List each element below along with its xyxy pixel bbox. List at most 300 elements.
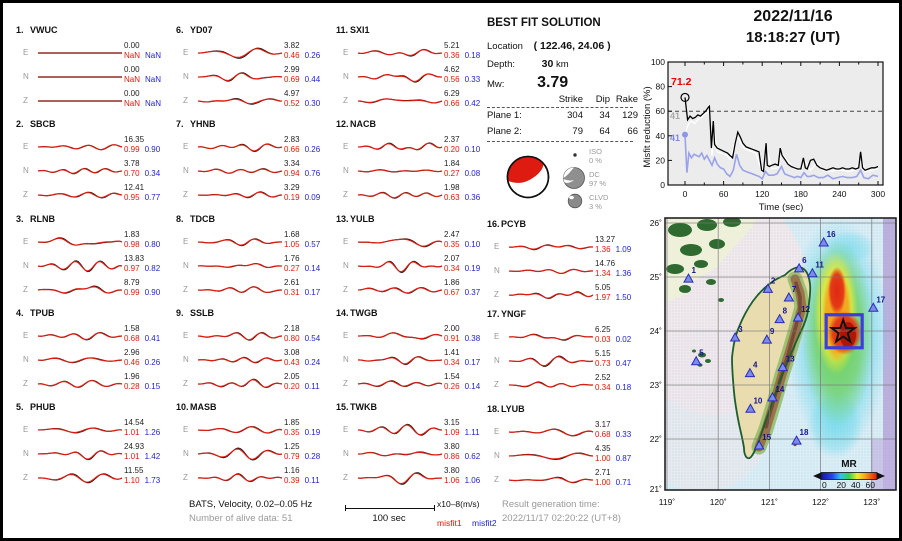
waveform-plot [196, 41, 284, 65]
station-header [176, 214, 334, 224]
lat-label: 24˚ [649, 326, 662, 336]
waveform-row-E [16, 135, 174, 159]
waveform-row-Z [336, 466, 494, 490]
misfit2-value: 0.71 [615, 478, 632, 487]
station-map-number: 1 [691, 266, 696, 276]
component-label: N [183, 166, 189, 175]
station-number: 6. [176, 25, 184, 35]
station-header [336, 402, 494, 412]
misfit1-value: 1.10 [124, 476, 140, 485]
misfit1-value: 0.66 [444, 99, 460, 108]
station-name: YULB [350, 214, 375, 224]
amplitude-value: 2.52 [595, 373, 611, 382]
station-header [16, 25, 174, 35]
row-values [284, 159, 334, 179]
misfit1-value: 0.26 [444, 382, 460, 391]
component-label: N [183, 355, 189, 364]
y-tick-label: 0 [660, 180, 665, 190]
row-values [284, 466, 334, 486]
col-rake: Rake [615, 94, 638, 105]
waveform-plot [196, 135, 284, 159]
waveform-row-N [336, 348, 494, 372]
waveform-plot [36, 230, 124, 254]
waveform-row-N [16, 159, 174, 183]
station-panel-YNGF [487, 309, 645, 397]
component-label: Z [343, 379, 348, 388]
row-values [124, 230, 174, 250]
lon-label: 120˚ [709, 497, 727, 507]
station-panel-PCYB [487, 219, 645, 307]
amplitude-value: 1.84 [444, 159, 460, 168]
amplitude-value: 2.37 [444, 135, 460, 144]
misfit2-value: 0.24 [304, 358, 321, 367]
station-panel-TWKB [336, 402, 494, 490]
row-values [124, 135, 174, 155]
waveform-plot [507, 468, 595, 492]
station-name: LYUB [501, 404, 525, 414]
location-value: ( 122.46, 24.06 ) [533, 40, 611, 52]
component-label: Z [183, 379, 188, 388]
station-panel-TWGB [336, 308, 494, 396]
station-header [16, 214, 174, 224]
misfit2-value: NaN [145, 75, 162, 84]
misfit2-value: 0.26 [304, 51, 321, 60]
table-divider-bottom [487, 141, 633, 142]
component-label: E [23, 425, 29, 434]
station-map-number: 4 [752, 360, 758, 370]
waveform-row-Z [16, 466, 174, 490]
waveform-row-E [336, 41, 494, 65]
misfit1-value: 0.94 [284, 169, 300, 178]
row-values [595, 349, 645, 369]
col-strike: Strike [558, 94, 583, 105]
waveform-row-Z [176, 183, 334, 207]
row-values [284, 324, 334, 344]
amplitude-value: 5.21 [444, 41, 460, 50]
waveform-row-Z [176, 278, 334, 302]
component-label: N [494, 356, 500, 365]
row-values [284, 135, 334, 155]
lon-label: 121˚ [760, 497, 778, 507]
row-values [284, 278, 334, 298]
station-header [16, 402, 174, 412]
waveform-plot [356, 442, 444, 466]
location-row [487, 40, 611, 52]
waveform-row-Z [336, 89, 494, 113]
station-name: PCYB [501, 219, 527, 229]
plane1-label: Plane 1: [487, 110, 522, 121]
row-values [595, 283, 645, 303]
best-value-annotation: 71.2 [671, 76, 692, 88]
row-values [124, 348, 174, 368]
amplitude-value: 1.25 [284, 442, 300, 451]
clvd-label-block [589, 194, 608, 211]
waveform-plot [196, 89, 284, 113]
location-label: Location [487, 41, 523, 52]
amplitude-value: 2.07 [444, 254, 460, 263]
colorbar-tick: 0 [822, 480, 827, 490]
row-values [444, 183, 494, 203]
waveform-row-E [176, 135, 334, 159]
misfit1-value: 0.80 [284, 334, 300, 343]
misfit2-value: 0.11 [304, 476, 320, 485]
amplitude-value: 1.85 [284, 418, 300, 427]
station-name: SBCB [30, 119, 56, 129]
scalebar-label: 100 sec [372, 513, 406, 524]
depth-label: Depth: [487, 59, 515, 70]
waveform-row-Z [336, 278, 494, 302]
station-name: TDCB [190, 214, 215, 224]
best-fit-title: BEST FIT SOLUTION [487, 17, 601, 29]
misfit2-value: 0.87 [615, 454, 632, 463]
station-name: TWKB [350, 402, 377, 412]
dc-label-block [589, 171, 606, 188]
misfit2-value: 0.18 [615, 383, 632, 392]
misfit2-value: 0.10 [464, 145, 481, 154]
waveform-plot [36, 135, 124, 159]
misfit-legend [437, 513, 497, 531]
station-header [487, 219, 645, 229]
misfit1-value: 0.46 [284, 51, 300, 60]
component-label: Z [183, 473, 188, 482]
waveform-row-E [336, 135, 494, 159]
col-dip: Dip [595, 94, 610, 105]
station-name: TWGB [350, 308, 378, 318]
row-values [595, 235, 645, 255]
station-map-number: 10 [753, 396, 763, 406]
x-axis-label: Time (sec) [758, 202, 804, 213]
row-values [284, 230, 334, 250]
misfit2-value: NaN [145, 99, 162, 108]
misfit2-value: 0.02 [615, 335, 632, 344]
misfit2-value: 0.47 [615, 359, 632, 368]
misfit2-value: 0.14 [304, 264, 321, 273]
station-name: YNGF [501, 309, 527, 319]
misfit1-value: 0.27 [284, 264, 300, 273]
y-tick-label: 80 [655, 81, 665, 92]
colorbar-tick: 20 [836, 480, 846, 490]
component-label: N [183, 449, 189, 458]
misfit2-value: 0.30 [304, 99, 321, 108]
row-values [444, 135, 494, 155]
misfit2-value: 0.15 [144, 382, 161, 391]
station-map-number: 6 [802, 255, 807, 265]
waveform-plot [507, 259, 595, 283]
amplitude-value: 2.05 [284, 372, 300, 381]
misfit2-value: 0.90 [144, 145, 161, 154]
event-time: 18:18:27 (UT) [745, 29, 841, 46]
misfit1-value: 1.00 [595, 478, 611, 487]
row-values [124, 89, 174, 109]
misfit1-value: 0.66 [284, 145, 300, 154]
component-label: Z [23, 473, 28, 482]
misfit2-value: 1.09 [615, 245, 632, 254]
amplitude-value: 3.29 [284, 183, 300, 192]
misfit2-value: 0.38 [464, 334, 481, 343]
waveform-row-E [16, 418, 174, 442]
waveform-plot [356, 324, 444, 348]
station-panel-YULB [336, 214, 494, 302]
misfit2-value: 0.26 [304, 145, 321, 154]
station-number: 4. [16, 308, 24, 318]
amplitude-value: 4.62 [444, 65, 460, 74]
amplitude-value: 2.61 [284, 278, 300, 287]
amplitude-value: 2.47 [444, 230, 460, 239]
amplitude-value: 2.71 [595, 468, 611, 477]
misfit1-value: 0.70 [124, 169, 140, 178]
component-label: N [23, 449, 29, 458]
component-label: N [343, 449, 349, 458]
amplitude-value: 1.86 [444, 278, 460, 287]
component-label: Z [23, 190, 28, 199]
misfit1-value: 1.06 [444, 476, 460, 485]
station-header [176, 308, 334, 318]
component-label: E [23, 48, 29, 57]
station-panel-PHUB [16, 402, 174, 490]
misfit2-value: NaN [145, 51, 162, 60]
waveform-row-E [487, 420, 645, 444]
waveform-row-E [336, 230, 494, 254]
row-values [124, 183, 174, 203]
waveform-row-E [16, 41, 174, 65]
misfit1-value: 0.36 [444, 51, 460, 60]
misfit2-value: 1.26 [144, 428, 161, 437]
component-label: Z [183, 96, 188, 105]
component-label: Z [494, 475, 499, 484]
misfit-reduction-plot [640, 55, 902, 213]
row-values [124, 418, 174, 438]
station-number: 12. [336, 119, 349, 129]
waveform-row-E [176, 418, 334, 442]
component-label: N [494, 266, 500, 275]
component-label: Z [494, 290, 499, 299]
amplitude-value: 4.35 [595, 444, 611, 453]
station-number: 8. [176, 214, 184, 224]
station-panel-SBCB [16, 119, 174, 207]
station-map-number: 5 [699, 348, 704, 358]
misfit2-value: 0.41 [144, 334, 161, 343]
component-label: E [343, 331, 349, 340]
station-map-number: 13 [785, 354, 795, 364]
waveform-row-Z [487, 283, 645, 307]
row-values [284, 442, 334, 462]
row-values [124, 159, 174, 179]
component-label: Z [23, 96, 28, 105]
waveform-plot [356, 135, 444, 159]
misfit1-value: 0.35 [444, 240, 460, 249]
component-label: N [343, 166, 349, 175]
misfit2-value: 0.37 [464, 288, 481, 297]
row-values [595, 420, 645, 440]
misfit2-value: 0.77 [144, 193, 161, 202]
lat-label: 23˚ [649, 380, 662, 390]
station-name: YD07 [190, 25, 213, 35]
plane1-rake: 129 [622, 110, 638, 121]
misfit2-value: 0.17 [464, 358, 481, 367]
station-map-number: 18 [799, 428, 809, 438]
station-number: 1. [16, 25, 24, 35]
waveform-plot [196, 254, 284, 278]
misfit1-value: NaN [124, 99, 141, 108]
misfit1-value: 0.46 [124, 358, 140, 367]
misfit1-value: 0.98 [124, 240, 140, 249]
waveform-row-N [336, 159, 494, 183]
waveform-row-E [487, 235, 645, 259]
iso-label-block [589, 148, 602, 165]
misfit1-value: 1.01 [124, 428, 140, 437]
dc-label: DC [589, 170, 600, 179]
waveform-plot [36, 41, 124, 65]
waveform-row-Z [176, 466, 334, 490]
component-label: E [23, 142, 29, 151]
amplitude-value: 1.68 [284, 230, 300, 239]
station-name: NACB [350, 119, 376, 129]
amplitude-value: 2.99 [284, 65, 300, 74]
misfit1-value: 1.09 [444, 428, 460, 437]
misfit1-value: 0.97 [124, 264, 140, 273]
misfit2-value: 0.26 [144, 358, 161, 367]
amplitude-value: 1.98 [444, 183, 460, 192]
iso-pct: 0 % [589, 155, 602, 165]
misfit1-value: 0.68 [595, 430, 611, 439]
waveform-plot [36, 418, 124, 442]
misfit2-value: 1.50 [615, 293, 632, 302]
station-panel-RLNB [16, 214, 174, 302]
misfit1-value: 0.63 [444, 193, 460, 202]
misfit2-legend: misfit2 [472, 518, 497, 528]
row-values [124, 254, 174, 274]
misfit1-value: 0.79 [284, 452, 300, 461]
colorbar-tick: 60 [865, 480, 875, 490]
amplitude-value: 12.41 [124, 183, 145, 192]
amplitude-value: 0.00 [124, 89, 140, 98]
waveform-plot [356, 159, 444, 183]
mw-row [487, 74, 568, 92]
waveform-plot [196, 278, 284, 302]
waveform-row-E [336, 324, 494, 348]
station-header [176, 402, 334, 412]
decomposition-icons [560, 145, 592, 213]
waveform-plot [196, 348, 284, 372]
waveform-plot [36, 65, 124, 89]
station-name: SXI1 [350, 25, 370, 35]
misfit1-legend: misfit1 [437, 518, 462, 528]
component-label: N [494, 451, 500, 460]
misfit2-value: 0.19 [464, 264, 481, 273]
station-header [336, 214, 494, 224]
misfit2-value: 0.44 [304, 75, 321, 84]
waveform-plot [507, 235, 595, 259]
depth-unit: km [555, 59, 569, 70]
misfit2-value: 0.28 [304, 452, 321, 461]
station-panel-LYUB [487, 404, 645, 492]
row-values [124, 442, 174, 462]
waveform-plot [36, 159, 124, 183]
misfit2-value: 0.80 [144, 240, 161, 249]
component-label: N [23, 166, 29, 175]
amplitude-value: 2.18 [284, 324, 300, 333]
amplitude-value: 5.05 [595, 283, 611, 292]
amplitude-value: 3.17 [595, 420, 611, 429]
waveform-row-N [176, 348, 334, 372]
y-tick-label: 100 [650, 57, 665, 67]
blue-value-annotation: 41 [670, 133, 681, 143]
waveform-row-N [487, 259, 645, 283]
planes-table [487, 94, 638, 137]
station-number: 15. [336, 402, 349, 412]
waveform-row-N [16, 65, 174, 89]
component-label: E [183, 142, 189, 151]
waveform-plot [507, 325, 595, 349]
waveform-plot [507, 373, 595, 397]
misfit2-value: 0.54 [304, 334, 321, 343]
amplitude-value: 2.00 [444, 324, 460, 333]
misfit2-value: 0.17 [304, 288, 321, 297]
row-values [124, 466, 174, 486]
misfit2-value: 0.57 [304, 240, 321, 249]
amplitude-value: 3.80 [444, 466, 460, 475]
waveform-plot [36, 442, 124, 466]
station-panel-MASB [176, 402, 334, 490]
amplitude-value: 1.76 [284, 254, 300, 263]
misfit2-value: 0.34 [144, 169, 161, 178]
waveform-row-N [176, 65, 334, 89]
component-label: E [343, 142, 349, 151]
misfit1-value: 1.01 [124, 452, 140, 461]
plane2-label: Plane 2: [487, 126, 522, 137]
plane2-strike: 79 [572, 126, 583, 137]
misfit1-value: 0.34 [595, 383, 611, 392]
misfit1-value: 1.36 [595, 245, 611, 254]
component-label: Z [343, 473, 348, 482]
amplitude-value: 13.27 [595, 235, 616, 244]
station-header [487, 404, 645, 414]
station-map-number: 7 [791, 285, 797, 295]
misfit1-value: 0.95 [124, 193, 140, 202]
row-values [444, 159, 494, 179]
component-label: N [23, 355, 29, 364]
station-name: VWUC [30, 25, 58, 35]
amplitude-value: 3.08 [284, 348, 300, 357]
station-number: 10. [176, 402, 189, 412]
waveform-plot [356, 65, 444, 89]
misfit1-value: 0.56 [444, 75, 460, 84]
depth-value: 30 [541, 58, 554, 70]
waveform-plot [36, 348, 124, 372]
secondary-marker [682, 132, 688, 138]
waveform-plot [36, 324, 124, 348]
component-label: N [343, 72, 349, 81]
waveform-row-N [336, 254, 494, 278]
row-values [284, 372, 334, 392]
lat-label: 21˚ [649, 484, 662, 494]
waveform-row-N [336, 65, 494, 89]
waveform-row-N [487, 349, 645, 373]
misfit2-value: 0.14 [464, 382, 481, 391]
misfit1-value: 0.34 [444, 358, 460, 367]
dc-pct: 97 % [589, 178, 607, 188]
misfit1-value: 0.39 [284, 476, 300, 485]
amplitude-value: 3.15 [444, 418, 460, 427]
component-label: Z [343, 285, 348, 294]
waveform-row-E [176, 41, 334, 65]
waveform-row-Z [16, 89, 174, 113]
amplitude-value: 16.35 [124, 135, 145, 144]
x-tick-label: 180 [793, 189, 808, 199]
waveform-plot [36, 466, 124, 490]
misfit1-value: 0.28 [124, 382, 140, 391]
waveform-row-Z [16, 372, 174, 396]
